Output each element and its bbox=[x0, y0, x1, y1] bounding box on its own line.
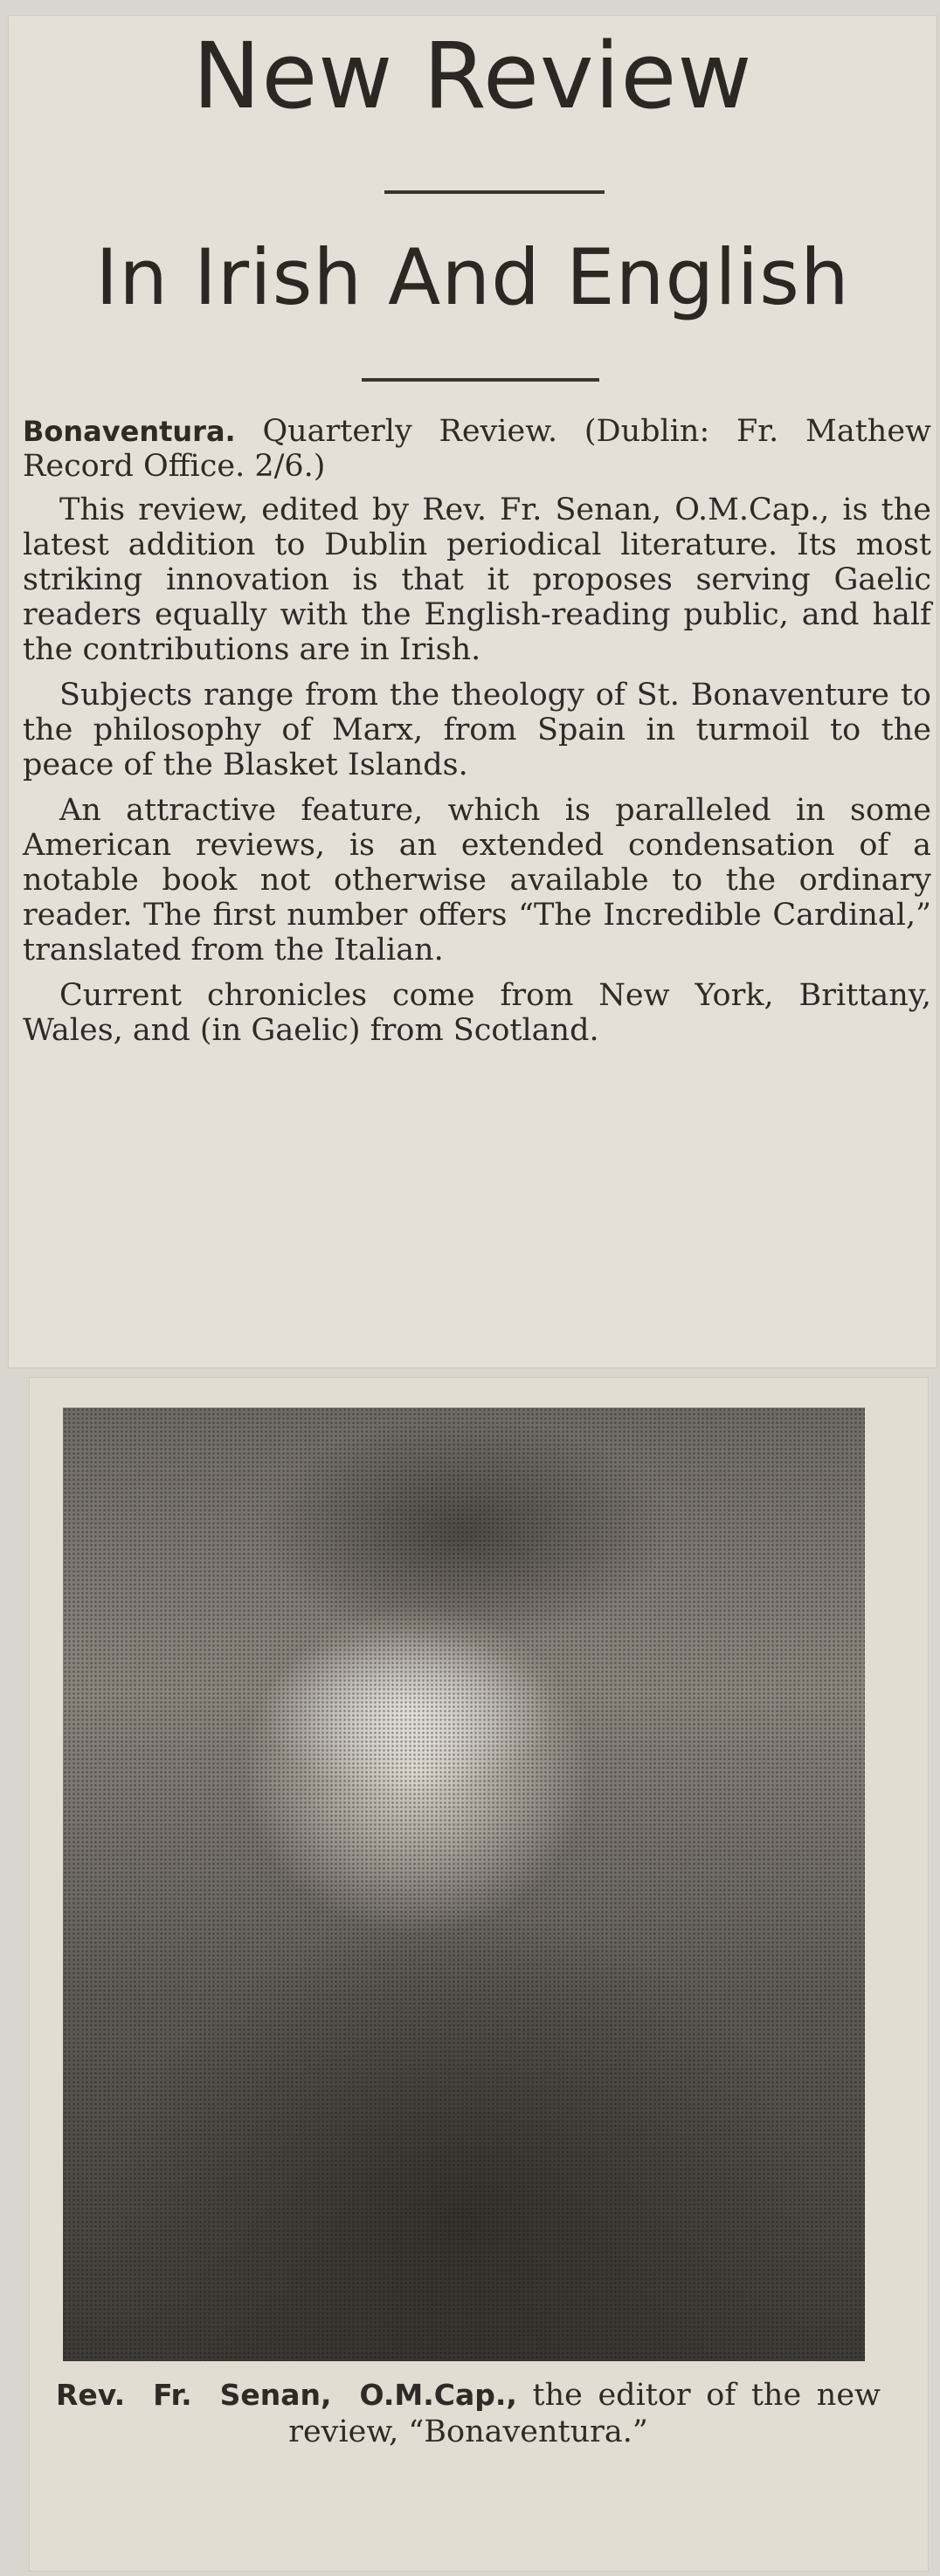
paragraph-1: This review, edited by Rev. Fr. Senan, O.M.Cap., is the latest addition to Dublin periodical literature. Its most striking innovation is that it proposes serving Gaelic readers equally with the English-reading public, and half the contributions are in Irish. bbox=[23, 492, 931, 667]
caption-text: the editor of the new review, “Bonaventura.” bbox=[288, 2378, 881, 2449]
headline-rule-bottom bbox=[362, 378, 599, 382]
headline-rule-top bbox=[384, 190, 605, 194]
paragraph-3: An attractive feature, which is paralleled in some American reviews, is an extended condensation of a notable book not otherwise available to the ordinary reader. The first number offers “The Incredible Cardinal,” translated from the Italian. bbox=[23, 793, 931, 968]
upper-clipping bbox=[9, 16, 937, 1367]
headline: New Review bbox=[192, 23, 753, 129]
book-citation bbox=[23, 414, 931, 484]
photo-caption bbox=[56, 2377, 881, 2450]
article-body bbox=[23, 414, 931, 1058]
subheadline: In Irish And English bbox=[95, 232, 850, 322]
caption-name: Rev. Fr. Senan, O.M.Cap., bbox=[56, 2378, 517, 2412]
portrait-photo bbox=[63, 1408, 865, 2361]
paragraph-2: Subjects range from the theology of St. Bonaventure to the philosophy of Marx, from Spain in turmoil to the peace of the Blasket Islands. bbox=[23, 678, 931, 782]
paragraph-4: Current chronicles come from New York, Brittany, Wales, and (in Gaelic) from Scotland. bbox=[23, 978, 931, 1048]
book-title: Bonaventura. bbox=[23, 415, 236, 448]
book-details: Quarterly Review. (Dublin: Fr. Mathew Record Office. 2/6.) bbox=[23, 414, 931, 484]
